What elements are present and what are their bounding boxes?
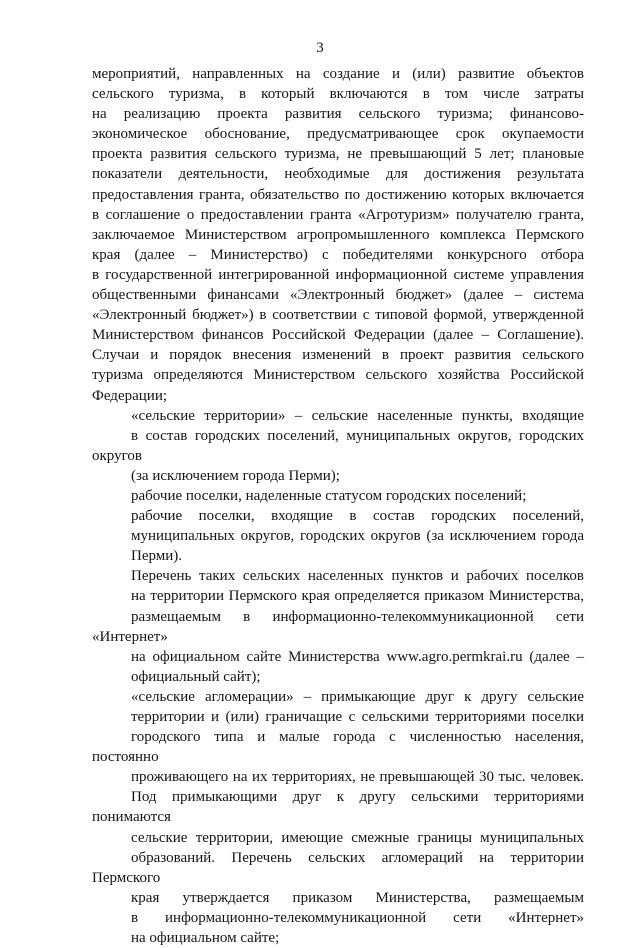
text-line: проживающего на их территориях, не превышающей 30 тыс. человек. — [131, 769, 584, 786]
text-line: в государственной интегрированной информационной системе управления — [92, 266, 584, 283]
text-line: предоставления гранта, обязательство по достижению которых включается — [92, 186, 584, 203]
text-line: «Электронный бюджет») в соответствии с типовой формой, утвержденной — [92, 307, 584, 324]
text-line: в информационно-телекоммуникационной сети «Интернет» — [131, 909, 584, 926]
paragraph — [92, 64, 584, 406]
text-line: «сельские агломерации» – примыкающие друг к другу сельские — [131, 688, 584, 705]
text-line: Перечень таких сельских населенных пунктов и рабочих поселков — [131, 568, 584, 585]
text-line: общественными финансами «Электронный бюджет» (далее – система — [92, 287, 584, 304]
paragraph — [92, 687, 584, 948]
paragraph — [92, 406, 584, 486]
text-line: «сельские территории» – сельские населенные пункты, входящие — [131, 407, 584, 424]
page-number: 3 — [316, 40, 324, 56]
text-line: края (далее – Министерство) с победителями конкурсного отбора — [92, 246, 584, 263]
text-line: образований. Перечень сельских агломераций на территории Пермского — [92, 849, 584, 886]
text-line: туризма определяются Министерством сельского хозяйства Российской — [92, 367, 584, 384]
text-line: на реализацию проекта развития сельского туризма; финансово- — [92, 106, 584, 123]
text-line: сельские территории, имеющие смежные границы муниципальных — [131, 829, 584, 846]
text-line: сельского туризма, в который включаются в том числе затраты — [92, 86, 584, 103]
text-line: экономическое обоснование, предусматривающее срок окупаемости — [92, 126, 584, 143]
text-line: на официальном сайте Министерства www.agro.permkrai.ru (далее – — [131, 648, 584, 665]
text-line: показатели деятельности, необходимые для достижения результата — [92, 166, 584, 183]
paragraph — [92, 486, 584, 506]
paragraph — [92, 506, 584, 566]
text-line: (за исключением города Перми); — [131, 467, 340, 484]
text-line: Министерством финансов Российской Федерации (далее – Соглашение). — [92, 327, 584, 344]
text-line: Перми). — [131, 548, 183, 565]
text-line: территории и (или) граничащие с сельскими территориями поселки — [131, 709, 584, 725]
text-line: в состав городских поселений, муниципальных округов, городских округов — [92, 427, 584, 464]
text-line: городского типа и малые города с численностью населения, постоянно — [92, 729, 584, 766]
text-line: заключаемое Министерством агропромышленного комплекса Пермского — [92, 226, 584, 243]
text-line: рабочие поселки, наделенные статусом городских поселений; — [131, 487, 527, 504]
text-line: Федерации; — [92, 387, 168, 404]
text-line: официальный сайт); — [131, 668, 261, 685]
text-line: мероприятий, направленных на создание и (или) развитие объектов — [92, 66, 584, 82]
text-line: на территории Пермского края определяется приказом Министерства, — [131, 588, 584, 605]
text-line: муниципальных округов, городских округов (за исключением города — [131, 528, 584, 545]
text-line: края утверждается приказом Министерства, размещаемым — [131, 889, 584, 906]
text-line: Случаи и порядок внесения изменений в проект развития сельского — [92, 347, 584, 364]
document-body — [92, 64, 584, 948]
text-line: на официальном сайте; — [131, 930, 280, 947]
text-line: рабочие поселки, входящие в состав городских поселений, — [131, 508, 584, 525]
text-line: проекта развития сельского туризма, не превышающий 5 лет; плановые — [92, 146, 584, 163]
text-line: размещаемым в информационно-телекоммуникационной сети «Интернет» — [92, 608, 584, 645]
text-line: в соглашение о предоставлении гранта «Агротуризм» получателю гранта, — [92, 206, 584, 223]
text-line: Под примыкающими друг к другу сельскими территориями понимаются — [92, 789, 584, 826]
paragraph — [92, 566, 584, 687]
